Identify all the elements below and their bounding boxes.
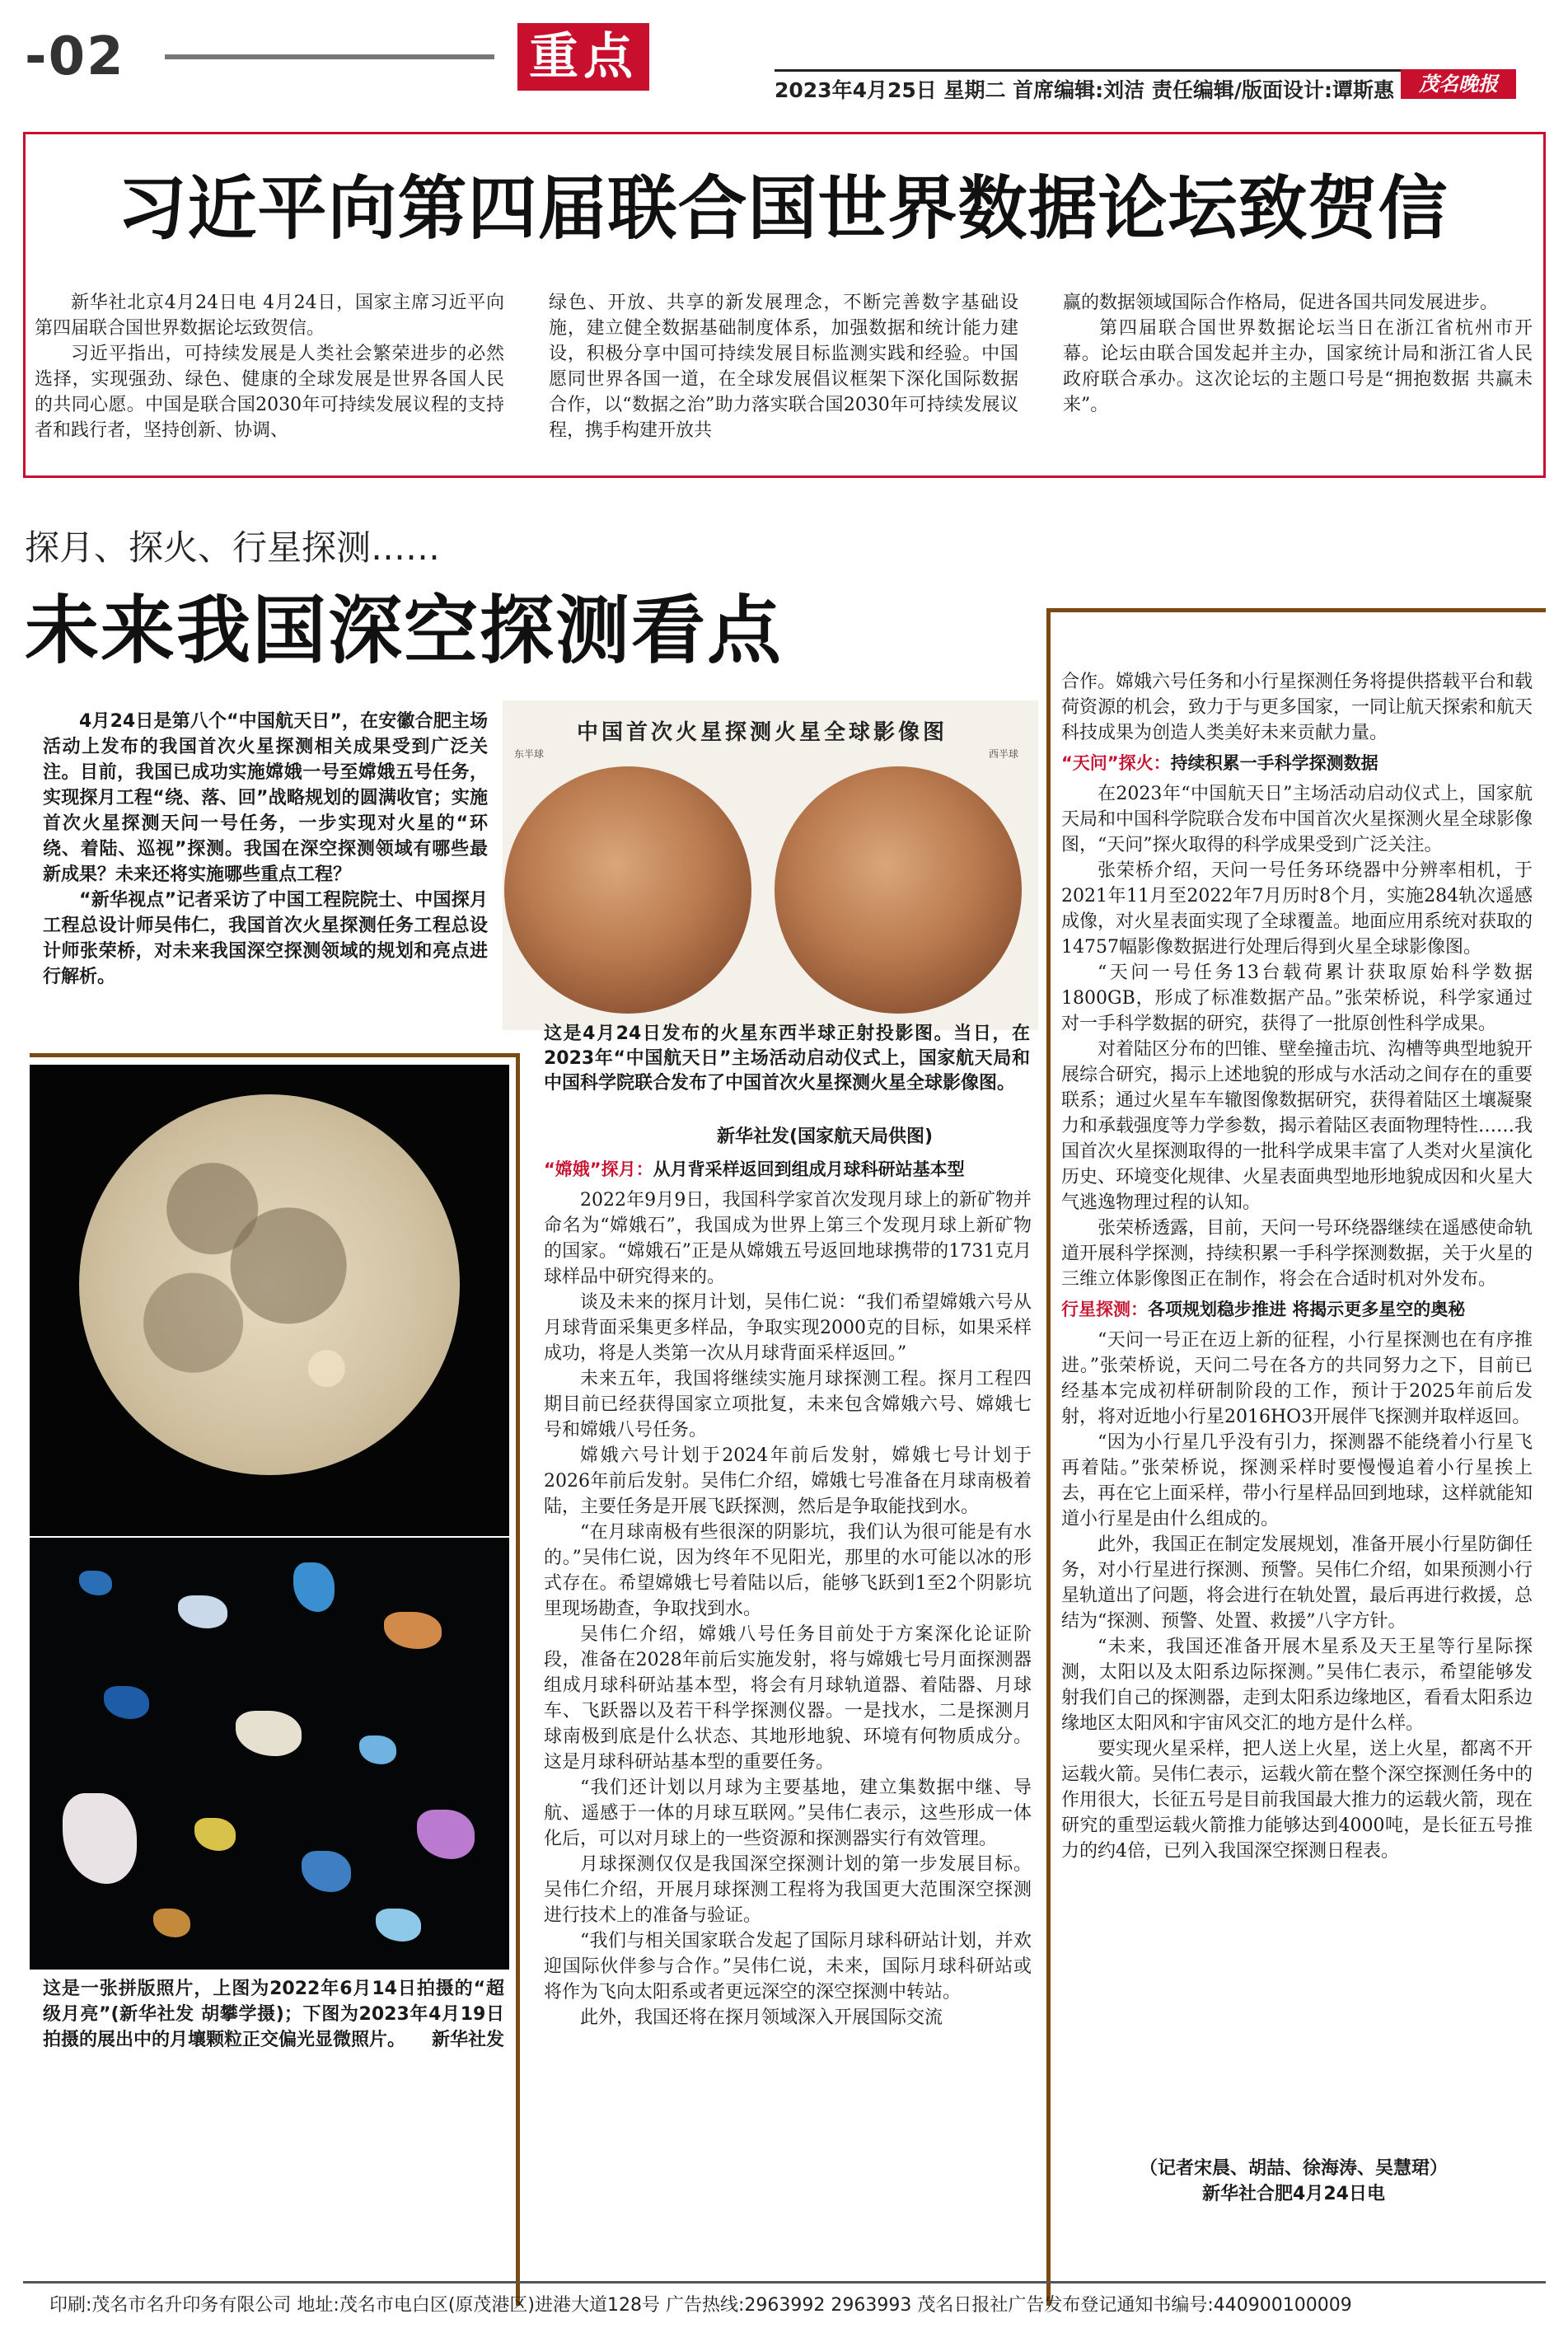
subheading-text: 持续积累一手科学探测数据 (1170, 753, 1378, 773)
paragraph: 赢的数据领域国际合作格局，促进各国共同发展进步。 (1063, 293, 1499, 313)
subheading (1061, 1297, 1533, 1323)
mars-west-label: 西半球 (989, 748, 1019, 760)
brown-rule (516, 1053, 520, 2306)
paragraph: 此外，我国正在制定发展规划，准备开展小行星防御任务，对小行星进行探测、预警。吴伟仁介绍，如果预测小行星轨道出了问题，将会进行在轨处置，最后再进行救援，总结为“探测、预警、处置、救援”八字方针。 (1061, 1534, 1533, 1632)
paragraph: “我们与相关国家联合发起了国际月球科研站计划，并欢迎国际伙伴参与合作。”吴伟仁说，未来，国际月球科研站或将作为飞向太阳系或者更远深空的深空探测中转站。 (544, 1931, 1032, 2002)
paragraph: 2022年9月9日，我国科学家首次发现月球上的新矿物并命名为“嫦娥石”，我国成为世界上第三个发现月球上新矿物的国家。“嫦娥石”正是从嫦娥五号返回地球携带的1731克月球样品中研究得来的。 (544, 1190, 1032, 1287)
article1-col2 (549, 290, 1018, 443)
paragraph: 要实现火星采样，把人送上火星，送上火星，都离不开运载火箭。吴伟仁表示，运载火箭在整个深空探测任务中的作用很大，长征五号是目前我国最大推力的运载火箭，现在研究的重型运载火箭推力能够达到4000吨，是长征五号推力的约4倍，已列入我国深空探测日程表。 (1061, 1739, 1533, 1862)
photo-caption-text: 这是一张拼版照片，上图为2022年6月14日拍摄的“超级月亮”(新华社发 胡攀学摄)；下图为2023年4月19日拍摄的展出中的月壤颗粒正交偏光显微照片。 (43, 1979, 504, 2050)
footer-info: 印刷:茂名市名升印务有限公司 地址:茂名市电白区(原茂港区)进港大道128号 广告热线:2963992 2963993 茂名日报社广告发布登记通知书编号:440900100009 (49, 2295, 1352, 2316)
mars-west-hemisphere (775, 766, 1022, 1014)
article2-kicker: 探月、探火、行星探测…… (25, 527, 441, 568)
paragraph: 习近平指出，可持续发展是人类社会繁荣进步的必然选择，实现强劲、绿色、健康的全球发展是世界各国人民的共同心愿。中国是联合国2030年可持续发展议程的支持者和践行者，坚持创新、协调、 (35, 344, 504, 441)
paragraph: 对着陆区分布的凹锥、壁垒撞击坑、沟槽等典型地貌开展综合研究，揭示上述地貌的形成与水活动之间存在的重要联系；通过火星车车辙图像数据研究，获得着陆区土壤凝聚力和承载强度等力学参数，揭示着陆区表面物理特性……我国首次火星探测取得的一批科学成果丰富了人类对火星演化历史、环境变化规律、火星表面典型地形地貌成因和火星大气逃逸物理过程的认知。 (1061, 1039, 1533, 1213)
page-number: -02 (25, 26, 125, 87)
mars-figure-title: 中国首次火星探测火星全球影像图 (576, 720, 948, 745)
paragraph: 嫦娥六号计划于2024年前后发射，嫦娥七号计划于2026年前后发射。吴伟仁介绍，嫦娥七号准备在月球南极着陆，主要任务是开展飞跃探测，然后是争取能找到水。 (544, 1445, 1032, 1517)
paragraph: “天问一号任务13台载荷累计获取原始科学数据1800GB，形成了标准数据产品。”张荣桥说，科学家通过对一手科学数据的研究，获得了一批原创性科学成果。 (1061, 963, 1533, 1034)
paragraph: 绿色、开放、共享的新发展理念，不断完善数字基础设施，建立健全数据基础制度体系，加强数据和统计能力建设，积极分享中国可持续发展目标监测实践和经验。中国愿同世界各国一道，在全球发展倡议框架下深化国际数据合作，以“数据之治”助力落实联合国2030年可持续发展议程，携手构建开放共 (549, 293, 1018, 441)
supermoon-photo (30, 1065, 509, 1536)
header-divider (165, 54, 494, 59)
brown-rule (30, 1053, 516, 1057)
paragraph: 4月24日是第八个“中国航天日”，在安徽合肥主场活动上发布的我国首次火星探测相关成果受到广泛关注。目前，我国已成功实施嫦娥一号至嫦娥五号任务，实现探月工程“绕、落、回”战略规划的圆满收官；实施首次火星探测天问一号任务，一步实现对火星的“环绕、着陆、巡视”探测。我国在深空探测领域有哪些最新成果？未来还将实施哪些重点工程？ (43, 711, 488, 885)
mars-east-hemisphere (504, 766, 751, 1014)
subheading-tag: 行星探测： (1061, 1300, 1148, 1319)
footer-rule (23, 2281, 1546, 2284)
subheading (544, 1157, 1032, 1183)
paragraph: 吴伟仁介绍，嫦娥八号任务目前处于方案深化论证阶段，准备在2028年前后实施发射，将与嫦娥七号月面探测器组成月球科研站基本型，将会有月球轨道器、着陆器、月球车、飞跃器以及若干科学探测仪器。一是找水，二是探测月球南极到底是什么状态、其地形地貌、环境有何物质成分。这是月球科研站基本型的重要任务。 (544, 1624, 1032, 1773)
article2-lead (43, 709, 488, 990)
newspaper-logo: 茂名晚报 (1401, 69, 1516, 99)
byline-dateline: 新华社合肥4月24日电 (1202, 2184, 1385, 2204)
paragraph: 此外，我国还将在探月领域深入开展国际交流 (580, 2007, 943, 2028)
article1-headline: 习近平向第四届联合国世界数据论坛致贺信 (117, 168, 1449, 249)
photo-caption (43, 1976, 504, 2053)
article1-col3 (1063, 290, 1533, 418)
paragraph: 张荣桥透露，目前，天问一号环绕器继续在遥感使命轨道开展科学探测，持续积累一手科学探测数据，关于火星的三维立体影像图正在制作，将会在合适时机对外发布。 (1061, 1218, 1533, 1290)
brown-rule (1046, 608, 1051, 2306)
moon-image (79, 1094, 460, 1475)
subheading-text: 从月背采样返回到组成月球科研站基本型 (653, 1159, 965, 1179)
mars-figure-caption: 这是4月24日发布的火星东西半球正射投影图。当日，在2023年“中国航天日”主场活动启动仪式上，国家航天局和中国科学院联合发布了中国首次火星探测火星全球影像图。 (544, 1023, 1030, 1094)
paragraph: “在月球南极有些很深的阴影坑，我们认为很可能是有水的。”吴伟仁说，因为终年不见阳光，那里的水可能以冰的形式存在。希望嫦娥七号着陆以后，能够飞跃到1至2个阴影坑里现场勘查，争取找到水。 (544, 1522, 1032, 1619)
paragraph: “天问一号正在迈上新的征程，小行星探测也在有序推进。”张荣桥说，天问二号在各方的共同努力之下，目前已经基本完成初样研制阶段的工作，预计于2025年前后发射，将对近地小行星2016HO3开展伴飞探测并取样返回。 (1061, 1330, 1533, 1427)
paragraph: “因为小行星几乎没有引力，探测器不能绕着小行星飞再着陆。”张荣桥说，探测采样时要慢慢追着小行星挨上去，再在它上面采样，带小行星样品回到地球，这样就能知道小行星是由什么组成的。 (1061, 1432, 1533, 1529)
paragraph: 谈及未来的探月计划，吴伟仁说：“我们希望嫦娥六号从月球背面采集更多样品，争取实现2000克的目标，如果采样成功，将是人类第一次从月球背面采样返回。” (544, 1292, 1032, 1364)
mars-east-label: 东半球 (514, 748, 545, 760)
paragraph: 月球探测仅仅是我国深空探测计划的第一步发展目标。吴伟仁介绍，开展月球探测工程将为我国更大范围深空探测进行技术上的准备与验证。 (544, 1854, 1032, 1926)
lunar-soil-micrograph (30, 1538, 509, 1970)
paragraph: 在2023年“中国航天日”主场活动启动仪式上，国家航天局和中国科学院联合发布中国首次火星探测火星全球影像图，“天问”探火取得的科学成果受到广泛关注。 (1061, 784, 1533, 855)
mars-figure-credit: 新华社发(国家航天局供图) (717, 1127, 934, 1147)
paragraph: 合作。嫦娥六号任务和小行星探测任务将提供搭载平台和载荷资源的机会，致力于与更多国家，一同让航天探索和航天科技成果为创造人类美好未来贡献力量。 (1061, 672, 1533, 743)
header-rule (775, 69, 1508, 72)
paragraph: 未来五年，我国将继续实施月球探测工程。探月工程四期目前已经获得国家立项批复，未来包含嫦娥六号、嫦娥七号和嫦娥八号任务。 (544, 1369, 1032, 1440)
brown-rule (1046, 608, 1546, 612)
article2-right-column (1061, 669, 1533, 1864)
subheading-tag: “天问”探火： (1061, 753, 1171, 773)
section-tag: 重点 (517, 23, 649, 91)
subheading-tag: “嫦娥”探月： (544, 1159, 653, 1179)
paragraph: 张荣桥介绍，天问一号任务环绕器中分辨率相机，于2021年11月至2022年7月历时8个月，实施284轨次遥感成像，对火星表面实现了全球覆盖。地面应用系统对获取的14757幅影像数据进行处理后得到火星全球影像图。 (1061, 860, 1533, 958)
header-meta: 2023年4月25日 星期二 首席编辑:刘洁 责任编辑/版面设计:谭斯惠 (775, 78, 1395, 102)
article2-middle-column (544, 1152, 1032, 2031)
paragraph: 第四届联合国世界数据论坛当日在浙江省杭州市开幕。论坛由联合国发起并主办，国家统计局和浙江省人民政府联合承办。这次论坛的主题口号是“拥抱数据 共赢未来”。 (1063, 318, 1533, 415)
article2-headline: 未来我国深空探测看点 (25, 588, 783, 674)
paragraph: “新华视点”记者采访了中国工程院院士、中国探月工程总设计师吴伟仁，我国首次火星探测任务工程总设计师张荣桥，对未来我国深空探测领域的规划和亮点进行解析。 (43, 890, 488, 987)
paragraph: 新华社北京4月24日电 4月24日，国家主席习近平向第四届联合国世界数据论坛致贺信。 (35, 293, 504, 339)
photo-credit: 新华社发 (431, 2030, 504, 2050)
article2-byline (1063, 2156, 1524, 2207)
subheading (1061, 751, 1533, 776)
paragraph: “未来，我国还准备开展木星系及天王星等行星际探测，太阳以及太阳系边际探测。”吴伟仁表示，希望能够发射我们自己的探测器，走到太阳系边缘地区，看看太阳系边缘地区太阳风和宇宙风交汇的地方是什么样。 (1061, 1637, 1533, 1734)
article1-col1 (35, 290, 504, 443)
byline-reporters: （记者宋晨、胡喆、徐海涛、吴慧珺） (1139, 2158, 1448, 2179)
paragraph: “我们还计划以月球为主要基地，建立集数据中继、导航、遥感于一体的月球互联网。”吴伟仁表示，这些形成一体化后，可以对月球上的一些资源和探测器实行有效管理。 (544, 1778, 1032, 1849)
subheading-text: 各项规划稳步推进 将揭示更多星空的奥秘 (1148, 1300, 1466, 1319)
